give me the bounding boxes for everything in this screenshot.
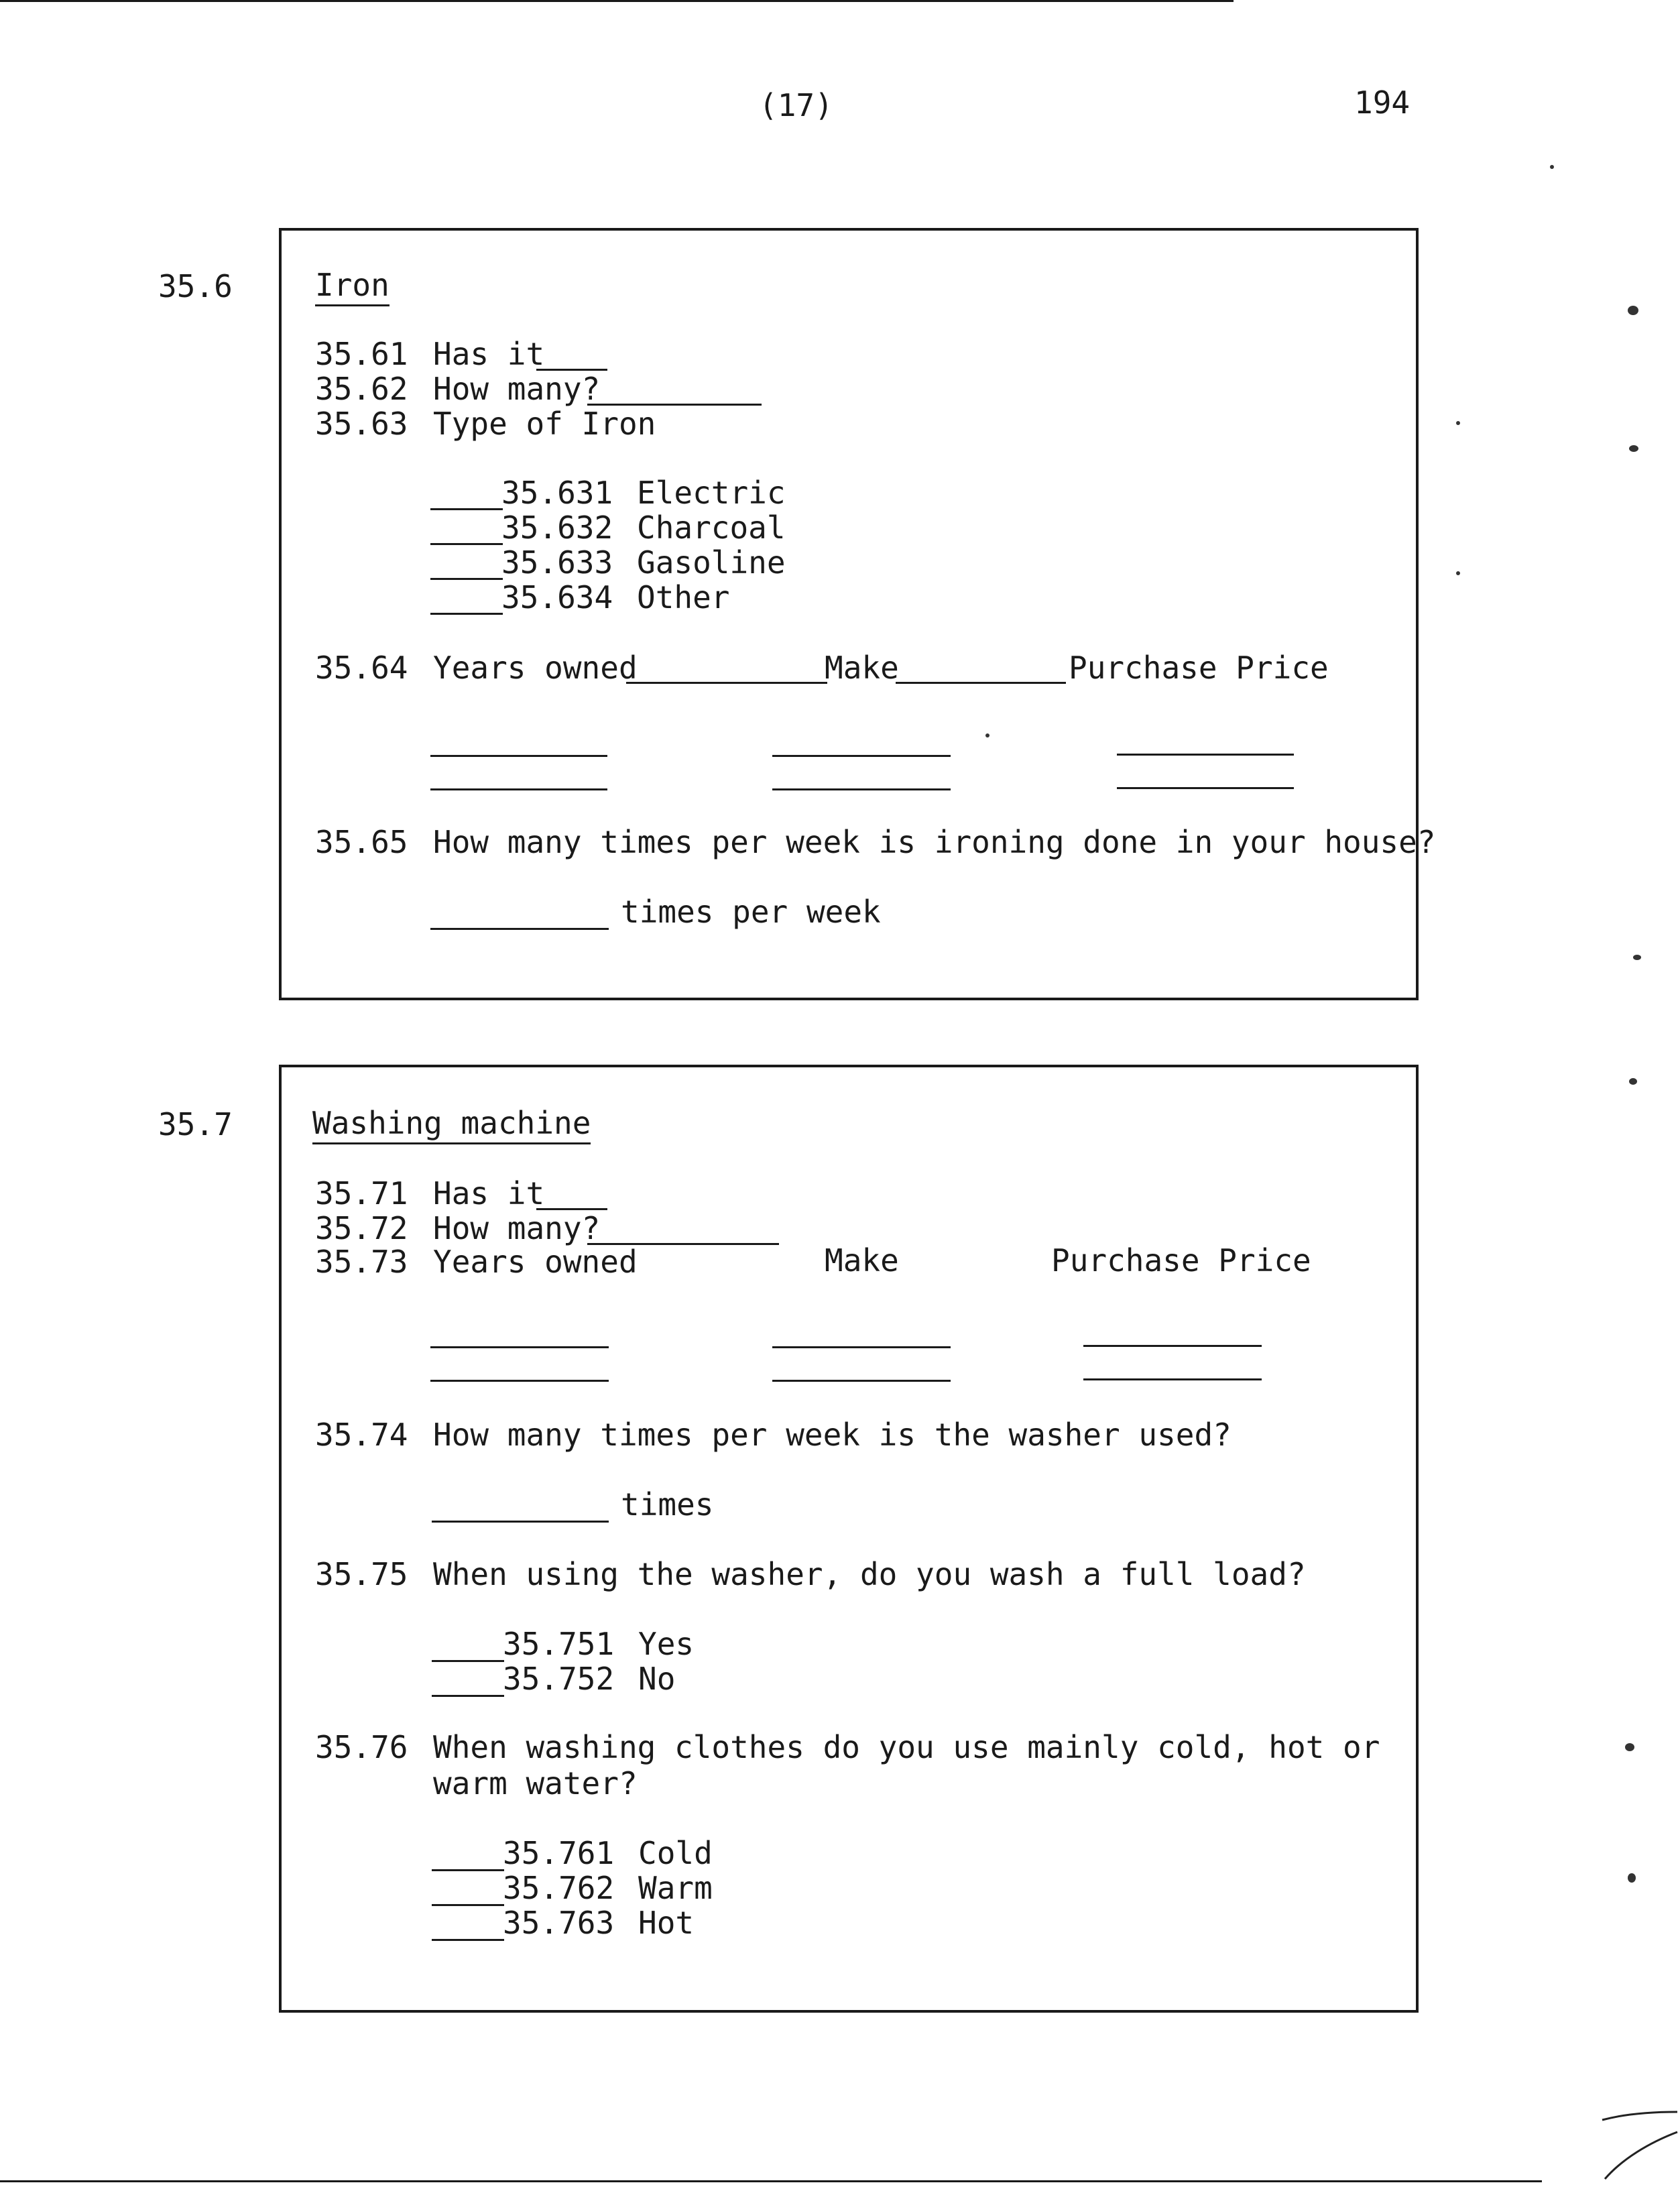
option-number-35-761: 35.761 — [503, 1835, 615, 1871]
q-35-63-number: 35.63 — [315, 406, 408, 442]
handwritten-stroke-marks — [1596, 2085, 1680, 2186]
top-edge-line — [0, 0, 1234, 2]
q-35-75-number: 35.75 — [315, 1556, 408, 1592]
q-35-62-number: 35.62 — [315, 371, 408, 407]
option-number-35-763: 35.763 — [503, 1905, 615, 1941]
washer-times-suffix: times — [621, 1486, 714, 1523]
washing-machine-title: Washing machine — [312, 1108, 591, 1144]
q-35-76-number: 35.76 — [315, 1729, 408, 1765]
q-35-61-number: 35.61 — [315, 336, 408, 372]
q-35-64-number: 35.64 — [315, 650, 408, 686]
scan-speck — [1629, 1078, 1637, 1085]
scan-speck — [1629, 445, 1638, 452]
option-blank-35-633[interactable] — [430, 578, 503, 580]
option-blank-35-632[interactable] — [430, 543, 503, 545]
scan-speck — [1456, 571, 1460, 575]
option-blank-35-751[interactable] — [432, 1660, 504, 1662]
washer-make-header: Make — [825, 1242, 899, 1279]
option-blank-35-761[interactable] — [432, 1869, 504, 1871]
option-number-35-631: 35.631 — [501, 475, 613, 511]
q-35-65-text: How many times per week is ironing done in your house? — [433, 824, 1436, 860]
washer-years-owned-blank-2[interactable] — [430, 1380, 609, 1382]
q-35-71-label: Has it — [433, 1175, 545, 1211]
scan-speck — [1456, 421, 1460, 425]
q-35-65-number: 35.65 — [315, 824, 408, 860]
option-blank-35-634[interactable] — [430, 613, 503, 615]
page-center-label: (17) — [759, 87, 833, 123]
option-number-35-752: 35.752 — [503, 1661, 615, 1697]
option-label-no: No — [638, 1661, 676, 1697]
purchase-price-blank-2[interactable] — [1117, 787, 1294, 789]
q-35-63-label: Type of Iron — [433, 406, 656, 442]
option-label-other: Other — [637, 579, 730, 615]
option-label-gasoline: Gasoline — [637, 544, 786, 581]
make-blank-1[interactable] — [772, 755, 951, 757]
washer-make-blank-1[interactable] — [772, 1346, 951, 1348]
q-35-61-label: Has it — [433, 336, 545, 372]
option-number-35-632: 35.632 — [501, 510, 613, 546]
option-label-hot: Hot — [638, 1905, 695, 1941]
q-35-76-line2: warm water? — [433, 1765, 638, 1801]
option-number-35-762: 35.762 — [503, 1870, 615, 1906]
washer-purchase-price-blank-2[interactable] — [1083, 1378, 1262, 1380]
ironing-times-suffix: times per week — [621, 894, 881, 930]
q-35-75-text: When using the washer, do you wash a full load? — [433, 1556, 1306, 1592]
scan-speck — [1550, 165, 1554, 169]
page-number: 194 — [1354, 84, 1411, 121]
scan-speck — [1633, 955, 1641, 960]
header-connector-2 — [896, 682, 1066, 684]
scan-speck — [1625, 1743, 1634, 1751]
washer-years-owned-blank-1[interactable] — [430, 1346, 609, 1348]
washer-purchase-price-blank-1[interactable] — [1083, 1345, 1262, 1347]
iron-title: Iron — [315, 270, 389, 306]
header-connector-1 — [626, 682, 827, 684]
scan-speck — [1628, 1873, 1636, 1883]
q-35-73-number: 35.73 — [315, 1244, 408, 1280]
scan-speck — [1628, 306, 1638, 315]
q-35-71-number: 35.71 — [315, 1175, 408, 1211]
q-35-62-label: How many? — [433, 371, 601, 407]
purchase-price-header: Purchase Price — [1069, 650, 1329, 686]
make-blank-2[interactable] — [772, 788, 951, 790]
option-blank-35-752[interactable] — [432, 1695, 504, 1697]
option-label-charcoal: Charcoal — [637, 510, 786, 546]
option-label-electric: Electric — [637, 475, 786, 511]
q-35-72-number: 35.72 — [315, 1210, 408, 1246]
option-number-35-633: 35.633 — [501, 544, 613, 581]
q-35-72-label: How many? — [433, 1210, 601, 1246]
option-number-35-634: 35.634 — [501, 579, 613, 615]
purchase-price-blank-1[interactable] — [1117, 754, 1294, 756]
scan-speck — [985, 733, 989, 737]
years-owned-blank-1[interactable] — [430, 755, 607, 757]
option-label-yes: Yes — [638, 1626, 695, 1662]
ironing-times-blank[interactable] — [430, 928, 609, 930]
make-header: Make — [825, 650, 899, 686]
option-blank-35-631[interactable] — [430, 508, 503, 510]
washer-years-owned-header: Years owned — [433, 1244, 638, 1280]
option-label-warm: Warm — [638, 1870, 713, 1906]
q-35-74-number: 35.74 — [315, 1417, 408, 1453]
section-number-35-7: 35.7 — [158, 1106, 233, 1142]
option-blank-35-762[interactable] — [432, 1904, 504, 1906]
washer-make-blank-2[interactable] — [772, 1380, 951, 1382]
section-number-35-6: 35.6 — [158, 268, 233, 304]
option-blank-35-763[interactable] — [432, 1939, 504, 1941]
washer-purchase-price-header: Purchase Price — [1051, 1242, 1311, 1279]
years-owned-blank-2[interactable] — [430, 788, 607, 790]
q-35-76-line1: When washing clothes do you use mainly cold, hot or — [433, 1729, 1380, 1765]
q-35-74-text: How many times per week is the washer used? — [433, 1417, 1232, 1453]
option-label-cold: Cold — [638, 1835, 713, 1871]
option-number-35-751: 35.751 — [503, 1626, 615, 1662]
washer-times-blank[interactable] — [432, 1521, 609, 1523]
bottom-edge-line — [0, 2180, 1542, 2182]
years-owned-header: Years owned — [433, 650, 638, 686]
